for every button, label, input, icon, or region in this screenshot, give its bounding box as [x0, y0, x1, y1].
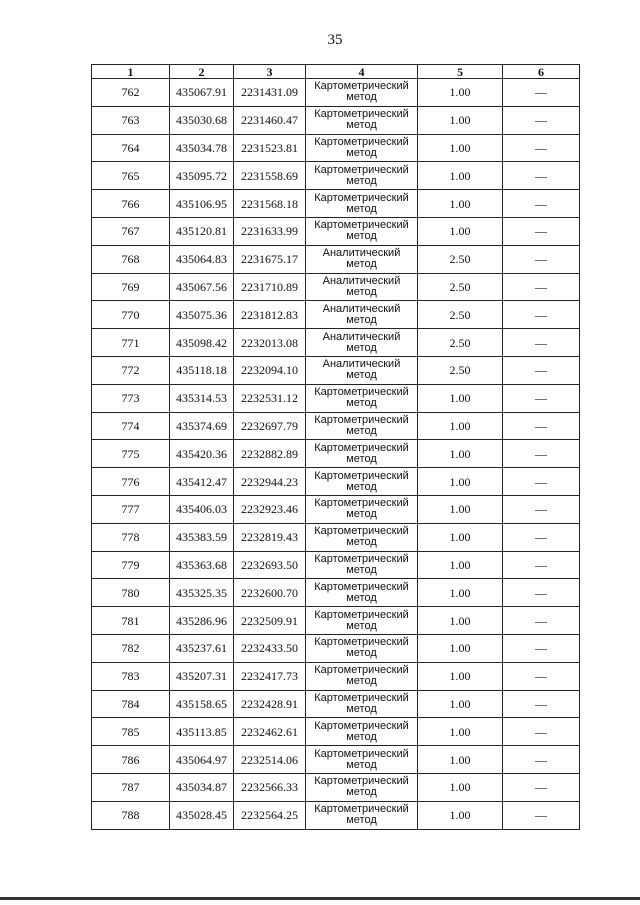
- table-row: [92, 551, 580, 579]
- point-number-cell: 786: [92, 746, 170, 774]
- header-col-3: 3: [234, 65, 306, 79]
- description-cell: —: [503, 468, 580, 496]
- method-cell: Картометрический метод: [306, 801, 418, 829]
- method-cell: Картометрический метод: [306, 162, 418, 190]
- table-row: [92, 245, 580, 273]
- precision-cell: 1.00: [418, 551, 503, 579]
- description-cell: —: [503, 273, 580, 301]
- table-row: [92, 79, 580, 107]
- description-cell: —: [503, 634, 580, 662]
- x-coordinate-cell: 435286.96: [170, 607, 234, 635]
- point-number-cell: 787: [92, 773, 170, 801]
- table-row: [92, 607, 580, 635]
- y-coordinate-cell: 2232428.91: [234, 690, 306, 718]
- table-row: [92, 718, 580, 746]
- x-coordinate-cell: 435034.78: [170, 134, 234, 162]
- method-cell: Картометрический метод: [306, 134, 418, 162]
- point-number-cell: 773: [92, 384, 170, 412]
- point-number-cell: 782: [92, 634, 170, 662]
- header-col-4: 4: [306, 65, 418, 79]
- method-cell: Картометрический метод: [306, 468, 418, 496]
- precision-cell: 1.00: [418, 746, 503, 774]
- description-cell: —: [503, 746, 580, 774]
- point-number-cell: 767: [92, 217, 170, 245]
- precision-cell: 1.00: [418, 412, 503, 440]
- page-number: 35: [327, 32, 343, 48]
- y-coordinate-cell: 2232566.33: [234, 773, 306, 801]
- description-cell: —: [503, 718, 580, 746]
- description-cell: —: [503, 440, 580, 468]
- method-cell: Аналитический метод: [306, 273, 418, 301]
- precision-cell: 1.00: [418, 801, 503, 829]
- point-number-cell: 762: [92, 79, 170, 107]
- point-number-cell: 781: [92, 607, 170, 635]
- table-row: [92, 495, 580, 523]
- method-cell: Картометрический метод: [306, 495, 418, 523]
- header-col-1: 1: [92, 65, 170, 79]
- point-number-cell: 778: [92, 523, 170, 551]
- x-coordinate-cell: 435207.31: [170, 662, 234, 690]
- method-cell: Картометрический метод: [306, 607, 418, 635]
- y-coordinate-cell: 2231633.99: [234, 217, 306, 245]
- x-coordinate-cell: 435120.81: [170, 217, 234, 245]
- precision-cell: 1.00: [418, 468, 503, 496]
- table-row: [92, 301, 580, 329]
- description-cell: —: [503, 607, 580, 635]
- description-cell: —: [503, 773, 580, 801]
- description-cell: —: [503, 190, 580, 218]
- x-coordinate-cell: 435383.59: [170, 523, 234, 551]
- precision-cell: 1.00: [418, 718, 503, 746]
- y-coordinate-cell: 2232514.06: [234, 746, 306, 774]
- y-coordinate-cell: 2231812.83: [234, 301, 306, 329]
- x-coordinate-cell: 435028.45: [170, 801, 234, 829]
- description-cell: —: [503, 412, 580, 440]
- description-cell: —: [503, 801, 580, 829]
- x-coordinate-cell: 435095.72: [170, 162, 234, 190]
- table-header-row: [92, 65, 580, 79]
- x-coordinate-cell: 435118.18: [170, 356, 234, 384]
- method-cell: Картометрический метод: [306, 634, 418, 662]
- y-coordinate-cell: 2232600.70: [234, 579, 306, 607]
- table-row: [92, 134, 580, 162]
- point-number-cell: 776: [92, 468, 170, 496]
- x-coordinate-cell: 435067.56: [170, 273, 234, 301]
- description-cell: —: [503, 245, 580, 273]
- table-row: [92, 273, 580, 301]
- method-cell: Картометрический метод: [306, 690, 418, 718]
- y-coordinate-cell: 2232417.73: [234, 662, 306, 690]
- x-coordinate-cell: 435363.68: [170, 551, 234, 579]
- precision-cell: 1.00: [418, 162, 503, 190]
- x-coordinate-cell: 435314.53: [170, 384, 234, 412]
- method-cell: Картометрический метод: [306, 440, 418, 468]
- point-number-cell: 766: [92, 190, 170, 218]
- precision-cell: 1.00: [418, 773, 503, 801]
- y-coordinate-cell: 2232433.50: [234, 634, 306, 662]
- method-cell: Картометрический метод: [306, 384, 418, 412]
- y-coordinate-cell: 2232509.91: [234, 607, 306, 635]
- description-cell: —: [503, 690, 580, 718]
- description-cell: —: [503, 106, 580, 134]
- precision-cell: 1.00: [418, 607, 503, 635]
- table-row: [92, 440, 580, 468]
- point-number-cell: 774: [92, 412, 170, 440]
- method-cell: Аналитический метод: [306, 329, 418, 357]
- x-coordinate-cell: 435412.47: [170, 468, 234, 496]
- y-coordinate-cell: 2231710.89: [234, 273, 306, 301]
- table-row: [92, 690, 580, 718]
- x-coordinate-cell: 435325.35: [170, 579, 234, 607]
- y-coordinate-cell: 2232013.08: [234, 329, 306, 357]
- method-cell: Аналитический метод: [306, 301, 418, 329]
- y-coordinate-cell: 2232462.61: [234, 718, 306, 746]
- description-cell: —: [503, 162, 580, 190]
- x-coordinate-cell: 435067.91: [170, 79, 234, 107]
- precision-cell: 2.50: [418, 356, 503, 384]
- point-number-cell: 788: [92, 801, 170, 829]
- x-coordinate-cell: 435237.61: [170, 634, 234, 662]
- x-coordinate-cell: 435113.85: [170, 718, 234, 746]
- y-coordinate-cell: 2232564.25: [234, 801, 306, 829]
- point-number-cell: 777: [92, 495, 170, 523]
- description-cell: —: [503, 301, 580, 329]
- description-cell: —: [503, 217, 580, 245]
- table-row: [92, 329, 580, 357]
- description-cell: —: [503, 495, 580, 523]
- point-number-cell: 772: [92, 356, 170, 384]
- method-cell: Картометрический метод: [306, 662, 418, 690]
- point-number-cell: 779: [92, 551, 170, 579]
- x-coordinate-cell: 435030.68: [170, 106, 234, 134]
- precision-cell: 1.00: [418, 495, 503, 523]
- scan-edge-line: [0, 897, 640, 900]
- y-coordinate-cell: 2231431.09: [234, 79, 306, 107]
- method-cell: Аналитический метод: [306, 356, 418, 384]
- precision-cell: 1.00: [418, 106, 503, 134]
- precision-cell: 1.00: [418, 79, 503, 107]
- method-cell: Картометрический метод: [306, 718, 418, 746]
- method-cell: Картометрический метод: [306, 773, 418, 801]
- description-cell: —: [503, 134, 580, 162]
- point-number-cell: 769: [92, 273, 170, 301]
- precision-cell: 1.00: [418, 190, 503, 218]
- y-coordinate-cell: 2231558.69: [234, 162, 306, 190]
- point-number-cell: 771: [92, 329, 170, 357]
- coordinates-table: [91, 64, 580, 830]
- precision-cell: 1.00: [418, 634, 503, 662]
- method-cell: Картометрический метод: [306, 106, 418, 134]
- point-number-cell: 770: [92, 301, 170, 329]
- y-coordinate-cell: 2232693.50: [234, 551, 306, 579]
- y-coordinate-cell: 2232923.46: [234, 495, 306, 523]
- precision-cell: 1.00: [418, 579, 503, 607]
- point-number-cell: 764: [92, 134, 170, 162]
- method-cell: Картометрический метод: [306, 217, 418, 245]
- point-number-cell: 785: [92, 718, 170, 746]
- table-row: [92, 106, 580, 134]
- description-cell: —: [503, 329, 580, 357]
- method-cell: Картометрический метод: [306, 746, 418, 774]
- method-cell: Картометрический метод: [306, 79, 418, 107]
- y-coordinate-cell: 2232944.23: [234, 468, 306, 496]
- x-coordinate-cell: 435158.65: [170, 690, 234, 718]
- table-row: [92, 356, 580, 384]
- method-cell: Картометрический метод: [306, 412, 418, 440]
- y-coordinate-cell: 2232094.10: [234, 356, 306, 384]
- y-coordinate-cell: 2232697.79: [234, 412, 306, 440]
- table-row: [92, 523, 580, 551]
- precision-cell: 2.50: [418, 273, 503, 301]
- precision-cell: 1.00: [418, 134, 503, 162]
- point-number-cell: 784: [92, 690, 170, 718]
- x-coordinate-cell: 435106.95: [170, 190, 234, 218]
- table-row: [92, 579, 580, 607]
- method-cell: Картометрический метод: [306, 190, 418, 218]
- precision-cell: 2.50: [418, 329, 503, 357]
- method-cell: Картометрический метод: [306, 551, 418, 579]
- table-row: [92, 384, 580, 412]
- method-cell: Аналитический метод: [306, 245, 418, 273]
- point-number-cell: 783: [92, 662, 170, 690]
- description-cell: —: [503, 551, 580, 579]
- y-coordinate-cell: 2231460.47: [234, 106, 306, 134]
- method-cell: Картометрический метод: [306, 579, 418, 607]
- header-col-5: 5: [418, 65, 503, 79]
- description-cell: —: [503, 79, 580, 107]
- table-row: [92, 162, 580, 190]
- y-coordinate-cell: 2231675.17: [234, 245, 306, 273]
- table-row: [92, 190, 580, 218]
- x-coordinate-cell: 435420.36: [170, 440, 234, 468]
- precision-cell: 1.00: [418, 690, 503, 718]
- description-cell: —: [503, 356, 580, 384]
- table-row: [92, 634, 580, 662]
- x-coordinate-cell: 435406.03: [170, 495, 234, 523]
- table-row: [92, 773, 580, 801]
- y-coordinate-cell: 2231523.81: [234, 134, 306, 162]
- table-row: [92, 412, 580, 440]
- point-number-cell: 780: [92, 579, 170, 607]
- precision-cell: 1.00: [418, 384, 503, 412]
- description-cell: —: [503, 579, 580, 607]
- method-cell: Картометрический метод: [306, 523, 418, 551]
- table-row: [92, 801, 580, 829]
- x-coordinate-cell: 435064.83: [170, 245, 234, 273]
- point-number-cell: 768: [92, 245, 170, 273]
- y-coordinate-cell: 2232531.12: [234, 384, 306, 412]
- precision-cell: 1.00: [418, 440, 503, 468]
- x-coordinate-cell: 435075.36: [170, 301, 234, 329]
- precision-cell: 1.00: [418, 662, 503, 690]
- precision-cell: 1.00: [418, 523, 503, 551]
- x-coordinate-cell: 435034.87: [170, 773, 234, 801]
- table-row: [92, 217, 580, 245]
- description-cell: —: [503, 523, 580, 551]
- precision-cell: 2.50: [418, 245, 503, 273]
- table-row: [92, 662, 580, 690]
- precision-cell: 2.50: [418, 301, 503, 329]
- y-coordinate-cell: 2231568.18: [234, 190, 306, 218]
- description-cell: —: [503, 662, 580, 690]
- x-coordinate-cell: 435064.97: [170, 746, 234, 774]
- table-row: [92, 468, 580, 496]
- x-coordinate-cell: 435098.42: [170, 329, 234, 357]
- table-row: [92, 746, 580, 774]
- y-coordinate-cell: 2232882.89: [234, 440, 306, 468]
- precision-cell: 1.00: [418, 217, 503, 245]
- description-cell: —: [503, 384, 580, 412]
- y-coordinate-cell: 2232819.43: [234, 523, 306, 551]
- point-number-cell: 763: [92, 106, 170, 134]
- point-number-cell: 765: [92, 162, 170, 190]
- header-col-6: 6: [503, 65, 580, 79]
- point-number-cell: 775: [92, 440, 170, 468]
- header-col-2: 2: [170, 65, 234, 79]
- x-coordinate-cell: 435374.69: [170, 412, 234, 440]
